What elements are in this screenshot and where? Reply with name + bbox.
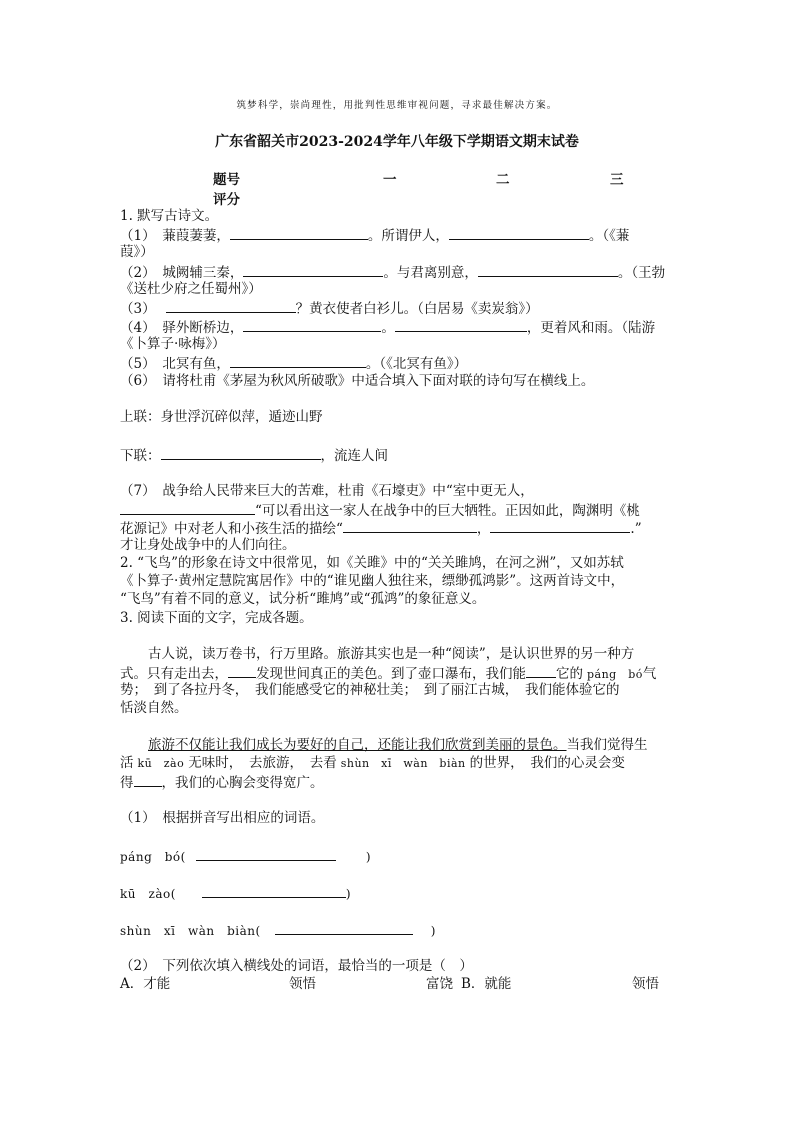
answer-blank[interactable] (526, 663, 556, 678)
answer-blank[interactable] (196, 846, 336, 861)
q2-line-3: “飞鸟”有着不同的意义，试分析“雎鸠”或“孤鸿”的象征意义。 (120, 591, 486, 607)
q1-item-1-source: 葭》） (120, 244, 154, 260)
q1-item-2-text-c: 。（王勃 (617, 265, 666, 281)
answer-blank[interactable] (243, 262, 383, 277)
q1-item-4-text-b: 。 (381, 320, 395, 336)
q1-item-3-text-a: （3） (120, 301, 156, 317)
option-b-word-2: 领悟 (632, 976, 659, 992)
q1-item-6: （6） 请将杜甫《茅屋为秋风所破歌》中适合填入下面对联的诗句写在横线上。 (120, 373, 595, 389)
passage-text: 它的 (556, 666, 583, 682)
q1-item-7-line-4: 才让身处战争中的人们向往。 (120, 537, 296, 553)
passage-text: 无味时， 去旅游， 去看 (188, 755, 337, 771)
couplet-upper: 上联：身世浮沉碎似萍，遁迹山野 (120, 409, 323, 425)
q1-item-7-line-1: （7） 战争给人民带来巨大的苦难，杜甫《石壕吏》中“室中更无人， (120, 483, 534, 499)
pinyin-pangbo: páng bó (587, 668, 643, 681)
q1-item-1 (120, 225, 629, 245)
q1-item-3-text-b: ？黄衣使者白衫儿。（白居易《卖炭翁》） (295, 301, 539, 317)
q1-item-7-text-d: ， (476, 521, 491, 537)
pinyin-shunxiwanbian: shùn xī wàn biàn (340, 757, 466, 770)
answer-blank[interactable] (395, 317, 527, 332)
paren-close: ) (430, 924, 436, 938)
passage-text: 气 (642, 666, 657, 682)
passage-text: 得 (120, 775, 134, 791)
couplet-lower-label: 下联： (120, 448, 161, 464)
answer-blank[interactable] (228, 663, 256, 678)
q1-item-7-line-2 (120, 500, 640, 520)
answer-blank[interactable] (243, 317, 381, 332)
answer-blank[interactable] (490, 518, 630, 533)
q1-item-2 (120, 262, 665, 282)
score-table-col-3: 三 (610, 172, 624, 188)
underlined-sentence: 旅游不仅能让我们成长为要好的自己，还能让我们欣赏到美丽的景色。 (148, 737, 567, 753)
q3-sub-2: （2） 下列依次填入横线处的词语，最恰当的一项是（ ） (120, 958, 473, 974)
passage-p1-line-3: 势； 到了各拉丹冬， 我们能感受它的神秘壮美； 到了丽江古城， 我们能体验它的 (120, 682, 620, 698)
answer-blank[interactable] (478, 262, 618, 277)
score-table-col-1: 一 (383, 172, 397, 188)
option-b-label[interactable]: B．就能 (461, 976, 512, 992)
passage-p2-line-2 (120, 754, 625, 773)
q1-item-7-line-3 (120, 518, 642, 538)
q1-item-3 (120, 298, 539, 318)
score-table-col-2: 二 (496, 172, 510, 188)
answer-blank[interactable] (230, 353, 366, 368)
q3-sub-1: （1） 根据拼音写出相应的词语。 (120, 810, 325, 826)
passage-p1-line-4: 恬淡自然。 (120, 700, 188, 716)
header-motto: 筑梦科学，崇尚理性，用批判性思维审视问题，寻求最佳解决方案。 (236, 100, 558, 111)
pinyin-row-3 (120, 920, 436, 940)
exam-title: 广东省韶关市2023-2024学年八年级下学期语文期末试卷 (215, 134, 579, 150)
q1-item-2-text-b: 。与君离别意， (383, 265, 478, 281)
answer-blank[interactable] (343, 518, 477, 533)
passage-text: 活 (120, 755, 134, 771)
answer-blank[interactable] (202, 883, 346, 898)
q1-item-1-text-c: 。（《蒹 (588, 228, 630, 244)
q1-item-5-text-b: 。（《北冥有鱼》） (365, 356, 468, 372)
couplet-lower-tail: ，流连人间 (320, 448, 388, 464)
option-a-label[interactable]: A．才能 (120, 976, 171, 992)
q1-item-4 (120, 317, 655, 337)
answer-blank[interactable] (449, 225, 589, 240)
answer-blank[interactable] (120, 500, 255, 515)
passage-text: 当我们觉得生 (566, 737, 648, 753)
answer-blank[interactable] (161, 445, 321, 460)
q1-item-2-text-a: （2） 城阙辅三秦， (120, 265, 244, 281)
score-table-row-label-score: 评分 (213, 192, 240, 208)
answer-blank[interactable] (166, 298, 296, 313)
q1-item-1-text-b: 。所谓伊人， (367, 228, 449, 244)
score-table-row-label-number: 题号 (213, 172, 240, 188)
q2-line-1: 2. “飞鸟”的形象在诗文中很常见，如《关雎》中的“关关雎鸠，在河之洲”，又如苏轼 (120, 555, 624, 571)
passage-p1-line-1: 古人说，读万卷书，行万里路。旅游其实也是一种“阅读”，是认识世界的另一种方 (148, 646, 635, 662)
pinyin-label: kū zào( (120, 887, 176, 901)
passage-p2-line-3 (120, 772, 324, 792)
q1-item-7-text-c: 花源记》中对老人和小孩生活的描绘“ (120, 521, 343, 537)
pinyin-row-2 (120, 883, 351, 903)
option-a-word-3: 富饶 (426, 976, 453, 992)
q3-heading: 3. 阅读下面的文字，完成各题。 (120, 610, 313, 626)
q1-item-4-text-a: （4） 驿外断桥边， (120, 320, 244, 336)
q1-item-5-text-a: （5） 北冥有鱼， (120, 356, 230, 372)
answer-blank[interactable] (134, 772, 162, 787)
couplet-lower (120, 445, 388, 465)
passage-text: 的世界， 我们的心灵会变 (469, 755, 625, 771)
passage-text: 式。只有走出去， (120, 666, 228, 682)
option-a-word-2: 领悟 (289, 976, 316, 992)
q1-item-2-source: 《送杜少府之任蜀州》） (120, 281, 262, 297)
q1-item-4-text-c: ，更着风和雨。（陆游 (526, 320, 656, 336)
pinyin-label: páng bó( (120, 850, 186, 864)
pinyin-row-1 (120, 846, 371, 866)
answer-blank[interactable] (230, 225, 368, 240)
q1-item-7-text-b: “可以看出这一家人在战争中的巨大牺牲。正因如此，陶渊明《桃 (255, 503, 640, 519)
q1-item-5 (120, 353, 467, 373)
q1-item-4-source: 《卜算子·咏梅》） (120, 336, 226, 352)
paren-close: ) (365, 850, 372, 864)
pinyin-kuzao: kū zào (137, 757, 185, 770)
answer-blank[interactable] (275, 920, 413, 935)
passage-text: ，我们的心胸会变得宽广。 (161, 775, 324, 791)
q1-heading: 1. 默写古诗文。 (120, 208, 219, 224)
passage-text: 发现世间真正的美色。到了壶口瀑布，我们能 (256, 666, 526, 682)
pinyin-label: shùn xī wàn biàn( (120, 924, 261, 938)
passage-p2-line-1 (148, 736, 648, 754)
q1-item-1-text-a: （1） 蒹葭萋萋， (120, 228, 230, 244)
paren-close: ) (345, 887, 352, 901)
q2-line-2: 《卜算子·黄州定慧院寓居作》中的“谁见幽人独往来，缥缈孤鸿影”。这两首诗文中， (120, 573, 625, 589)
q1-item-7-text-e: .” (630, 521, 642, 537)
